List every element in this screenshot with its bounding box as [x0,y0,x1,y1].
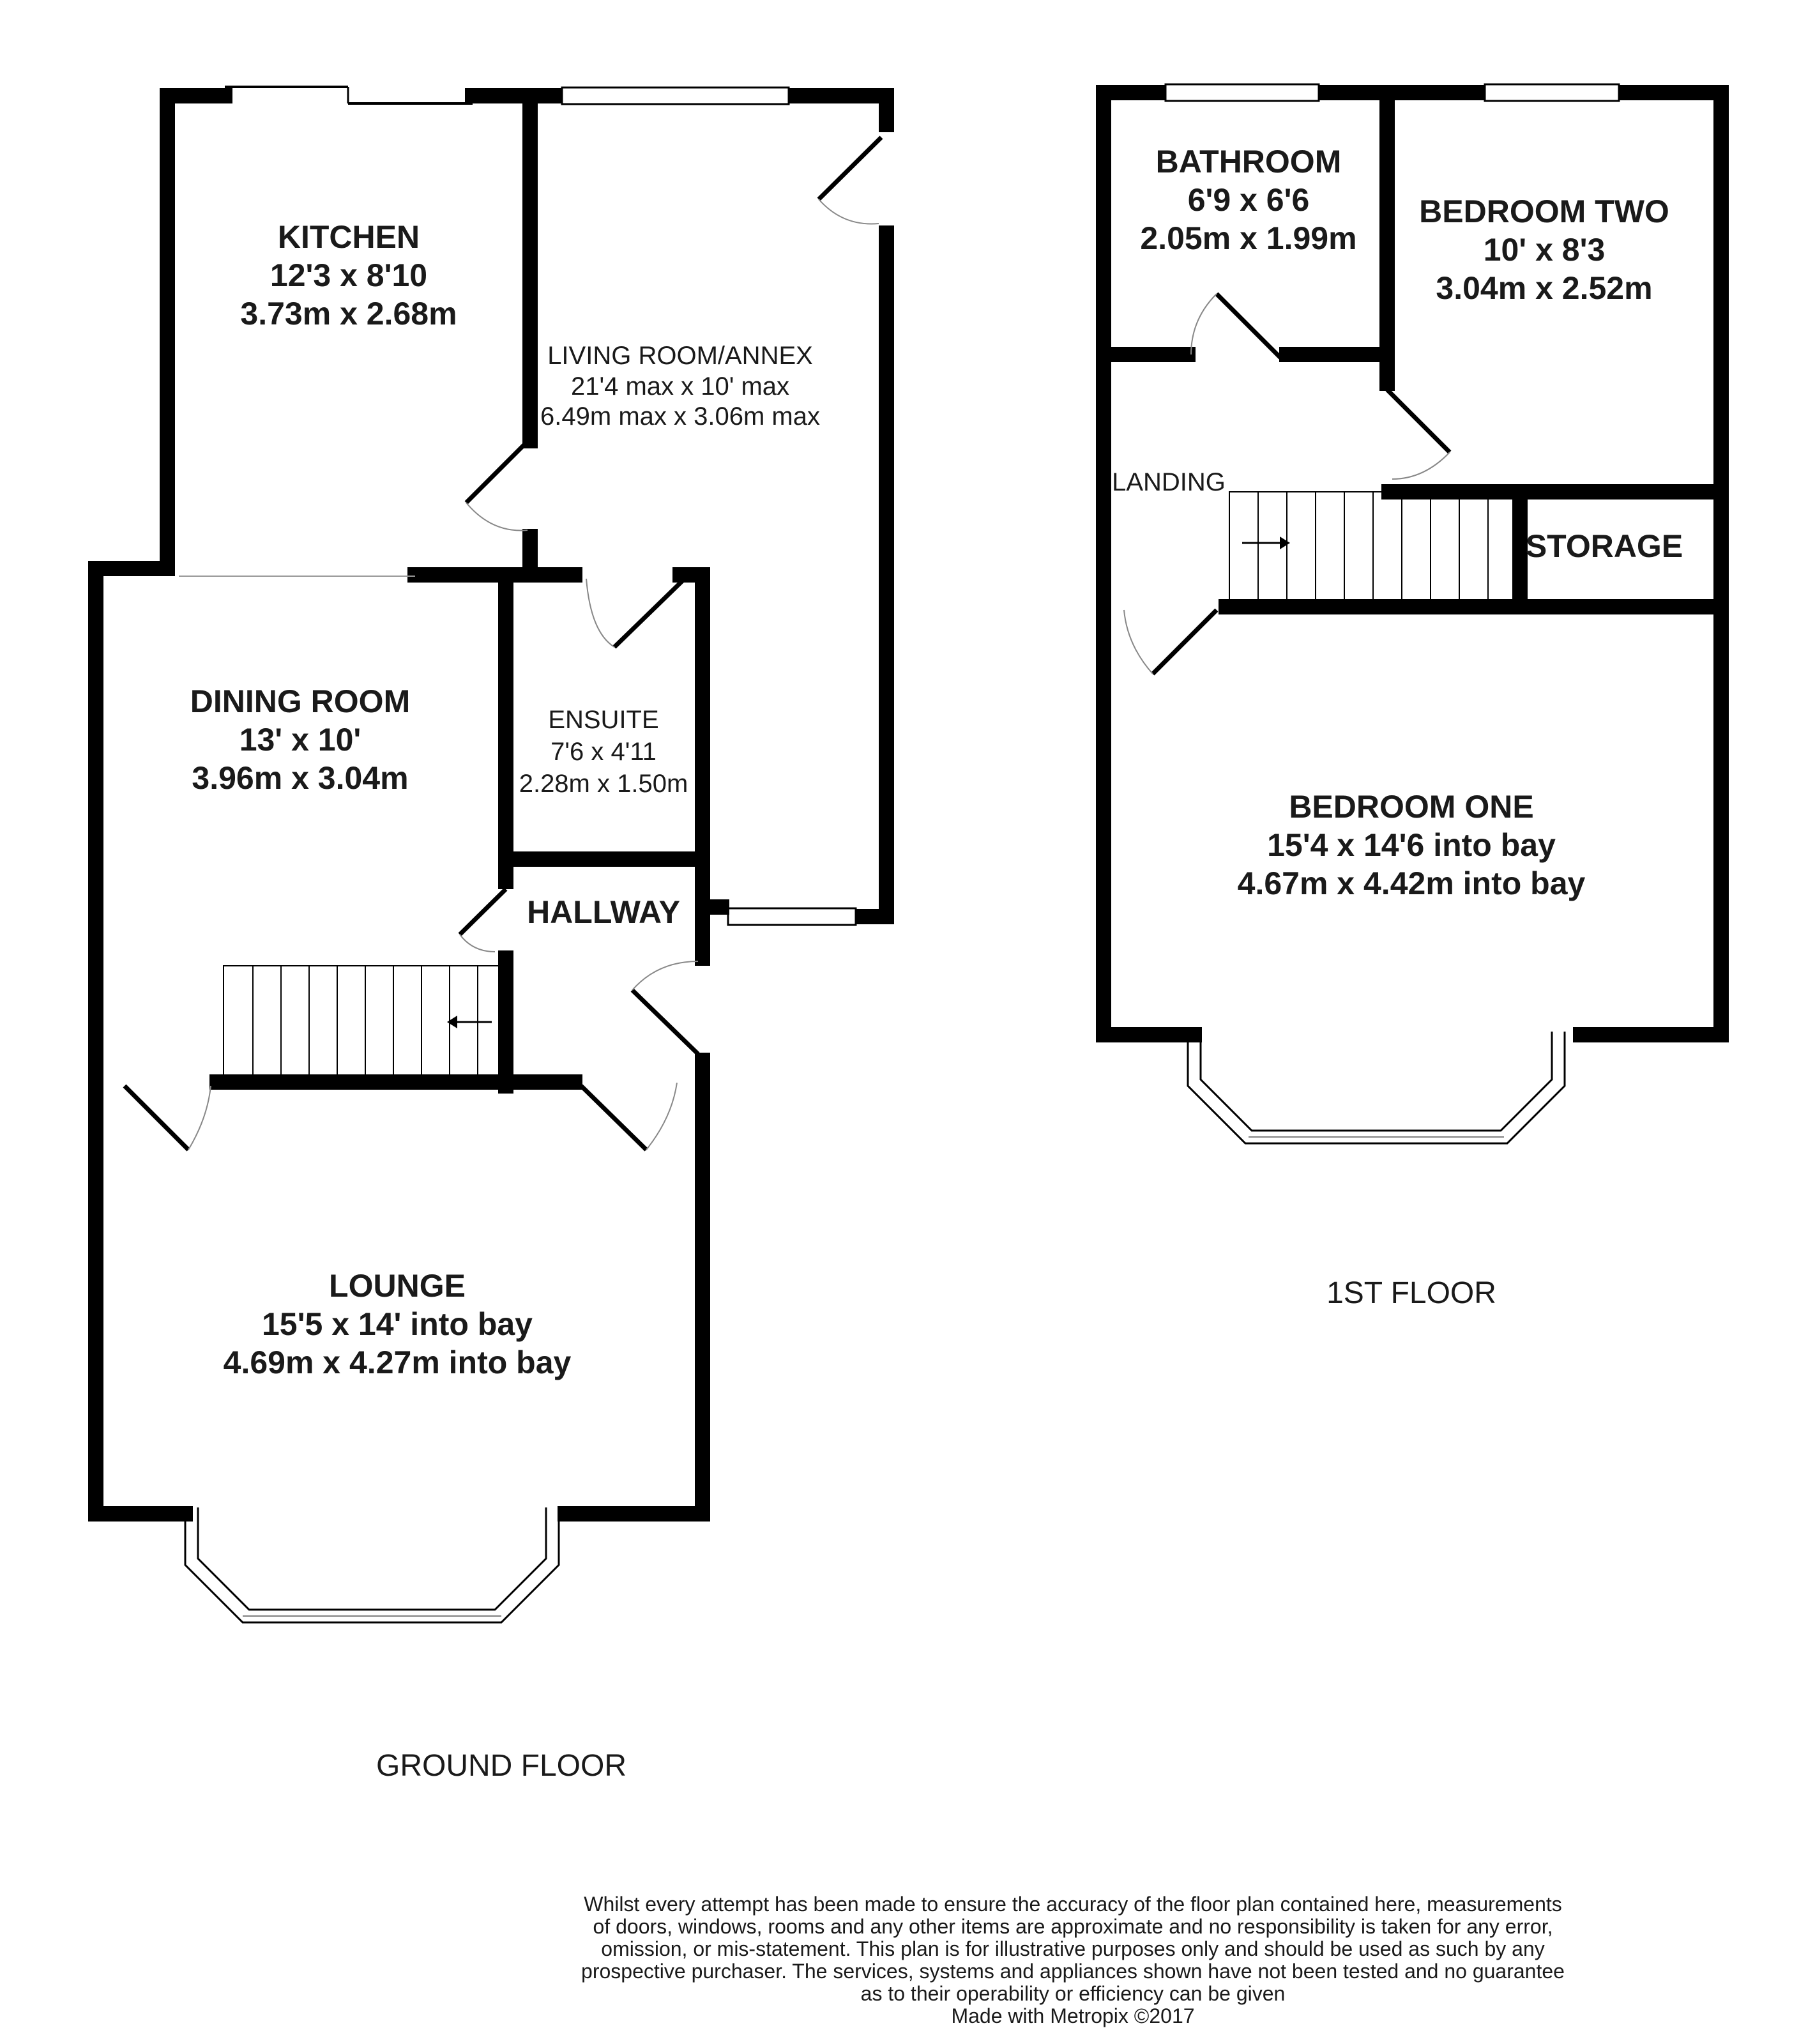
bathroom-metric: 2.05m x 1.99m [1140,220,1357,256]
landing-name: LANDING [1112,468,1226,496]
kitchen-sliding-door [225,87,473,103]
bedroom-one-metric: 4.67m x 4.42m into bay [1237,866,1586,901]
lounge-label [224,1268,572,1380]
dining-room-imperial: 13' x 10' [239,722,361,758]
bedroom-two-label [1419,194,1669,306]
disclaimer-line: as to their operability or efficiency can be given [860,1982,1286,2005]
disclaimer-line: Whilst every attempt has been made to ensure the accuracy of the floor plan contained here, measurements [584,1893,1562,1916]
hallway-dining-door [460,889,506,952]
first-floor-title: 1ST FLOOR [1326,1276,1496,1310]
bedroom-two-door [1387,390,1450,479]
kitchen-metric: 3.73m x 2.68m [240,296,457,332]
bedroom-one-imperial: 15'4 x 14'6 into bay [1267,827,1556,863]
living-room-window [562,88,789,104]
living-room-label [540,342,820,431]
disclaimer-line: omission, or mis-statement. This plan is for illustrative purposes only and should be used as such by any [601,1937,1545,1960]
bathroom-name: BATHROOM [1155,144,1342,179]
dining-room-label [190,683,410,796]
storage-name: STORAGE [1525,528,1683,564]
living-room-external-door [819,137,881,224]
ensuite-door [586,579,683,647]
ensuite-imperial: 7'6 x 4'11 [551,738,657,766]
dining-lounge-door [125,1086,211,1150]
bathroom-window [1166,84,1319,101]
hallway-lounge-door [581,1083,677,1150]
bedroom-one-name: BEDROOM ONE [1289,789,1534,825]
dining-room-walls [96,568,506,1079]
bedroom-two-imperial: 10' x 8'3 [1483,232,1606,268]
disclaimer [581,1893,1565,2027]
dining-room-name: DINING ROOM [190,683,411,719]
lounge-imperial: 15'5 x 14' into bay [262,1306,533,1342]
living-room-name: LIVING ROOM/ANNEX [547,342,813,370]
lounge-metric: 4.69m x 4.27m into bay [223,1345,572,1380]
lounge-bay-window [185,1507,559,1622]
bedroom-two-window [1485,84,1619,101]
bathroom-door [1191,294,1280,358]
bathroom-label [1140,144,1356,256]
bedroom-two-metric: 3.04m x 2.52m [1436,270,1653,306]
living-room-imperial: 21'4 max x 10' max [570,372,790,400]
front-door [632,961,698,1054]
hallway-name: HALLWAY [527,894,680,930]
lounge-name: LOUNGE [329,1268,466,1304]
ground-floor-title: GROUND FLOOR [376,1749,627,1783]
kitchen-walls [167,96,530,575]
ensuite-label [519,706,688,798]
disclaimer-credit: Made with Metropix ©2017 [951,2004,1195,2027]
kitchen-name: KITCHEN [277,219,420,255]
kitchen-living-door [466,444,528,530]
ground-floor-staircase [224,966,506,1078]
bedroom-one-label [1238,789,1586,901]
kitchen-imperial: 12'3 x 8'10 [270,257,428,293]
dining-room-metric: 3.96m x 3.04m [192,760,409,796]
ground-floor-plan [96,87,886,1622]
bedroom-one-door [1124,610,1217,674]
disclaimer-line: prospective purchaser. The services, systems and appliances shown have not been tested and no guarantee [581,1960,1565,1983]
ensuite-metric: 2.28m x 1.50m [519,770,688,798]
first-floor-staircase [1229,492,1514,604]
bedroom-one-bay-window [1188,1032,1565,1143]
living-room-bottom-window [728,908,856,925]
bathroom-imperial: 6'9 x 6'6 [1187,182,1310,218]
kitchen-label [240,219,457,332]
living-room-metric: 6.49m max x 3.06m max [540,402,820,431]
disclaimer-line: of doors, windows, rooms and any other items are approximate and no responsibility is taken for any error, [593,1915,1553,1938]
ensuite-name: ENSUITE [548,706,659,734]
bedroom-two-name: BEDROOM TWO [1419,194,1669,229]
